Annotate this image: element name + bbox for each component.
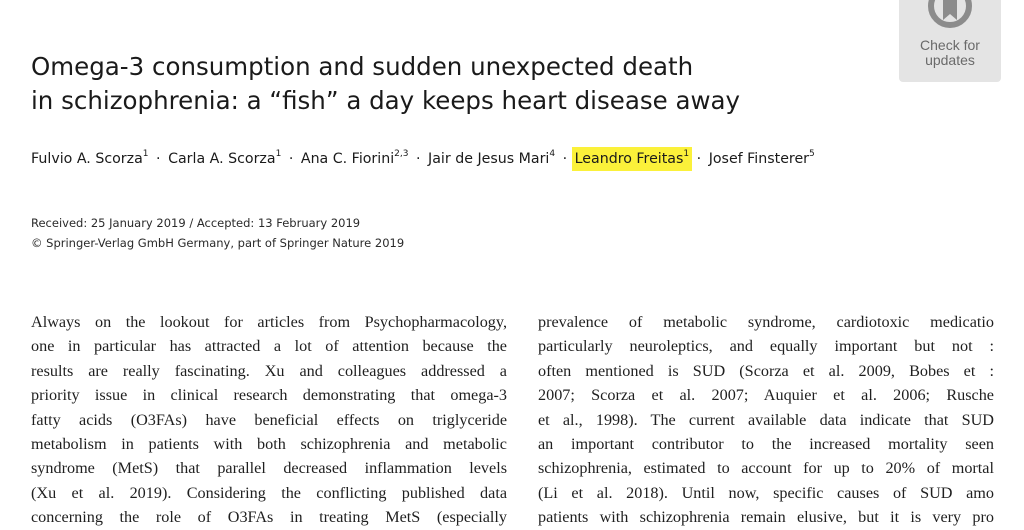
- body-line: et al., 1998). The current available data indicate that SUD: [538, 410, 994, 429]
- crossmark-bookmark-icon: [924, 0, 976, 36]
- author-name[interactable]: Carla A. Scorza$^1$: [168, 149, 282, 167]
- check-for-updates-label: [920, 38, 980, 68]
- check-for-updates-badge[interactable]: [899, 0, 1001, 82]
- article-metadata: [31, 213, 404, 253]
- author-name[interactable]: Fulvio A. Scorza$^1$: [31, 149, 149, 167]
- body-line: fatty acids (O3FAs) have beneficial effects on triglyceride: [31, 410, 507, 429]
- body-line: Always on the lookout for articles from Psychopharmacology,: [31, 313, 507, 331]
- body-line: particularly neuroleptics, and equally important but not :: [538, 337, 994, 356]
- body-line: 2007; Scorza et al. 2007; Auquier et al. 2006; Rusche: [538, 386, 994, 405]
- body-line: prevalence of metabolic syndrome, cardiotoxic medicatio: [538, 313, 994, 331]
- article-title: [31, 50, 891, 118]
- body-line: an important contributor to the increased mortality seen: [538, 435, 994, 454]
- check-for-updates-line2: updates: [925, 52, 975, 68]
- body-line: results are really fascinating. Xu and colleagues addressed a: [31, 361, 507, 380]
- body-line: (Xu et al. 2019). Considering the conflicting published data: [31, 483, 507, 502]
- author-separator: ·: [156, 151, 161, 167]
- body-line: patients with schizophrenia remain elusive, but it is very pro: [538, 508, 994, 527]
- affiliation-sup: 1: [275, 149, 282, 159]
- title-line-2: in schizophrenia: a “fish” a day keeps heart disease away: [31, 86, 741, 115]
- affiliation-sup: 1: [683, 149, 690, 159]
- affiliation-sup: 2,3: [394, 149, 409, 159]
- body-line: metabolism in patients with both schizophrenia and metabolic: [31, 435, 507, 454]
- body-line: one in particular has attracted a lot of attention because the: [31, 337, 507, 356]
- affiliation-sup: 1: [142, 149, 149, 159]
- body-line: (Li et al. 2018). Until now, specific causes of SUD amo: [538, 483, 994, 502]
- body-line: concerning the role of O3FAs in treating MetS (especially: [31, 508, 507, 527]
- body-line: priority issue in clinical research demonstrating that omega-3: [31, 386, 507, 405]
- body-line: often mentioned is SUD (Scorza et al. 2009, Bobes et :: [538, 361, 994, 380]
- author-separator: ·: [288, 151, 294, 167]
- author-name[interactable]: Jair de Jesus Mari$^4$: [428, 149, 556, 167]
- title-line-1: Omega-3 consumption and sudden unexpected death: [31, 52, 694, 81]
- check-for-updates-line1: Check for: [920, 37, 980, 53]
- author-name[interactable]: Ana C. Fiorini$^{2,3}$: [300, 149, 409, 167]
- author-separator: ·: [416, 151, 421, 167]
- copyright-notice: © Springer-Verlag GmbH Germany, part of Springer Nature 2019: [31, 236, 405, 250]
- affiliation-sup: 4: [549, 149, 556, 159]
- highlighted-author-name[interactable]: Leandro Freitas$^1$: [572, 147, 693, 171]
- body-column-left: [31, 310, 507, 530]
- body-line: syndrome (MetS) that parallel decreased inflammation levels: [31, 459, 507, 478]
- body-line: schizophrenia, estimated to account for up to 20% of mortal: [538, 459, 994, 478]
- author-name[interactable]: Josef Finsterer$^5$: [708, 149, 815, 167]
- body-column-right: [538, 310, 994, 530]
- affiliation-sup: 5: [809, 149, 815, 159]
- author-separator: ·: [562, 151, 568, 167]
- author-list: [31, 151, 815, 167]
- author-separator: ·: [696, 151, 702, 167]
- received-accepted-dates: Received: 25 January 2019 / Accepted: 13 February 2019: [31, 216, 361, 230]
